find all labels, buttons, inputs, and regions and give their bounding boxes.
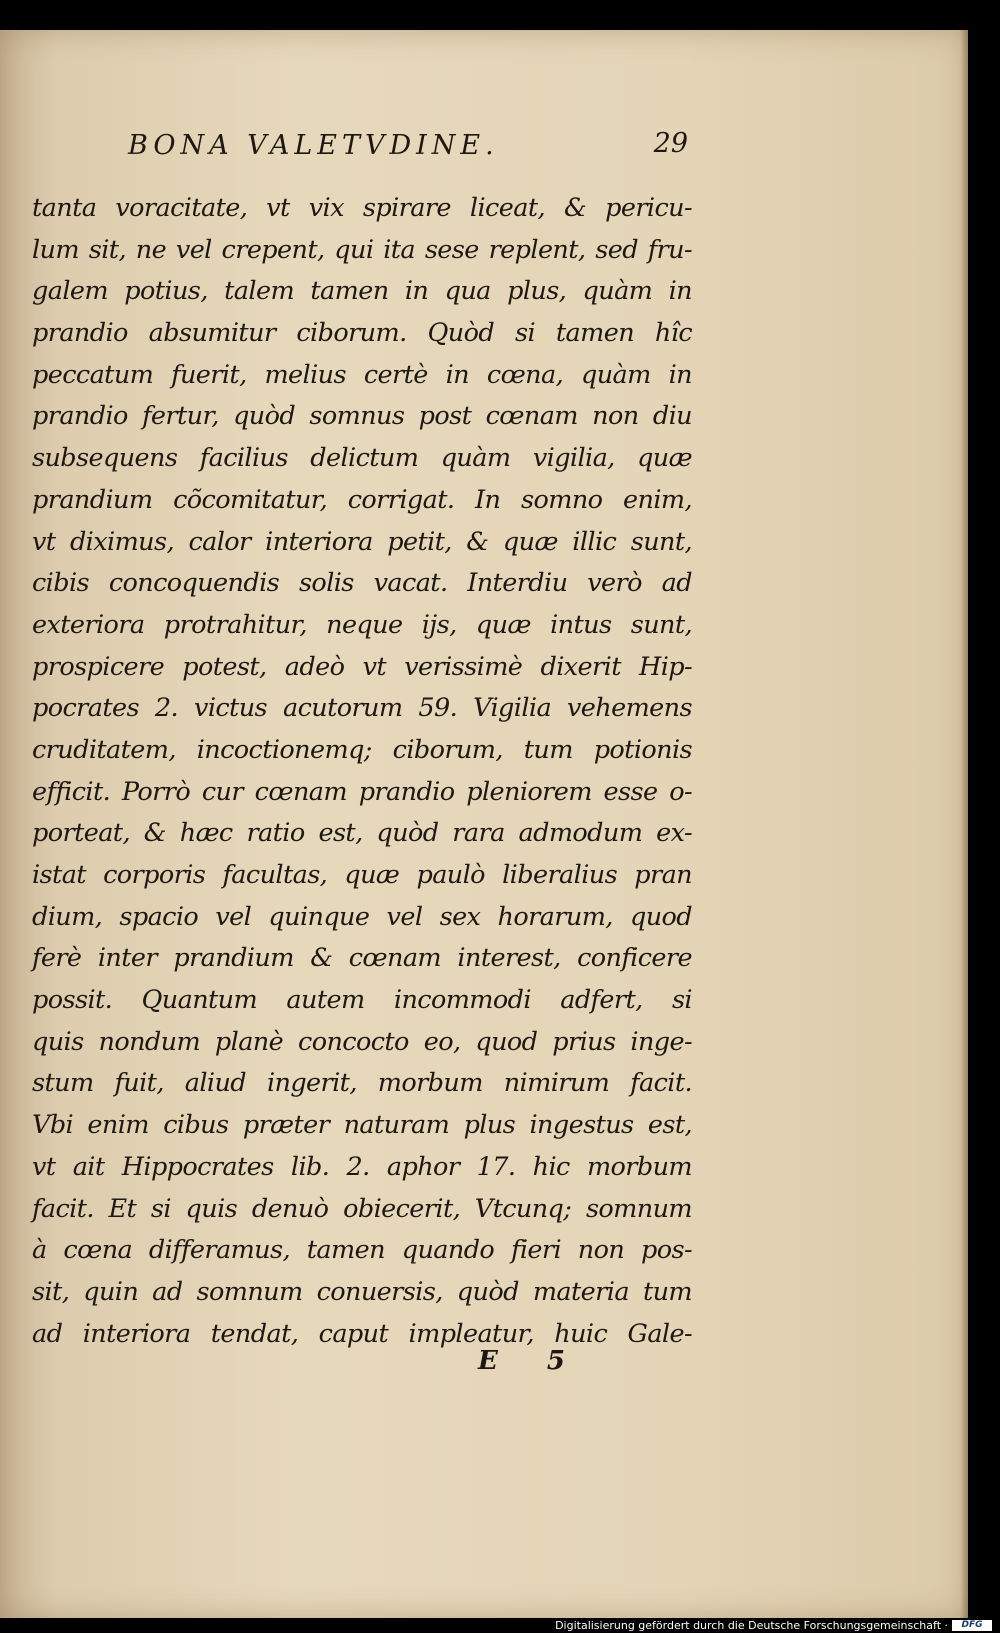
text-line: Vbi enim cibus præter naturam plus ingestus est, [32, 1110, 692, 1141]
text-line: à cœna differamus, tamen quando fieri non pos- [32, 1235, 692, 1266]
text-line: stum fuit, aliud ingerit, morbum nimirum facit. [32, 1068, 692, 1099]
text-line: ad interiora tendat, caput impleatur, huic Gale- [32, 1318, 692, 1349]
text-line: pocrates 2. victus acutorum 59. Vigilia vehemens [32, 693, 692, 724]
text-line: subsequens facilius delictum quàm vigilia, quæ [32, 443, 692, 474]
text-line: efficit. Porrò cur cœnam prandio pleniorem esse o- [32, 776, 692, 807]
footer-bar [0, 1618, 1000, 1633]
text-line: facit. Et si quis denuò obiecerit, Vtcunq; somnum [32, 1193, 692, 1224]
text-line: prandio absumitur ciborum. Quòd si tamen hîc [32, 318, 692, 349]
text-line: galem potius, talem tamen in qua plus, quàm in [32, 276, 692, 307]
dfg-logo-icon: DFG [952, 1620, 992, 1631]
text-line: possit. Quantum autem incommodi adfert, si [32, 985, 692, 1016]
text-line: dium, spacio vel quinque vel sex horarum, quod [32, 901, 692, 932]
running-head: BONA VALETVDINE. [128, 130, 499, 161]
signature-mark: E 5 [478, 1346, 585, 1376]
text-line: vt diximus, calor interiora petit, & quæ illic sunt, [32, 526, 692, 557]
text-line: lum sit, ne vel crepent, qui ita sese replent, sed fru- [32, 234, 692, 265]
page-number: 29 [653, 128, 688, 159]
text-line: sit, quin ad somnum conuersis, quòd materia tum [32, 1276, 692, 1307]
text-line: cruditatem, incoctionemq; ciborum, tum potionis [32, 734, 692, 765]
text-line: cibis concoquendis solis vacat. Interdiu verò ad [32, 568, 692, 599]
text-line: istat corporis facultas, quæ paulò liberalius pran [32, 860, 692, 890]
text-line: vt ait Hippocrates lib. 2. aphor 17. hic morbum [32, 1151, 692, 1182]
body-text [32, 188, 692, 1355]
text-line: porteat, & hæc ratio est, quòd rara admodum ex- [32, 818, 692, 849]
text-line: ferè inter prandium & cœnam interest, conficere [32, 943, 692, 974]
text-line: exteriora protrahitur, neque ijs, quæ intus sunt, [32, 609, 692, 640]
text-line: peccatum fuerit, melius certè in cœna, quàm in [32, 359, 692, 390]
text-line: prandium cõcomitatur, corrigat. In somno enim, [32, 484, 692, 515]
page-header [128, 130, 688, 180]
book-page [0, 30, 968, 1618]
text-line: prospicere potest, adeò vt verissimè dixerit Hip- [32, 651, 692, 682]
text-line: prandio fertur, quòd somnus post cœnam non diu [32, 401, 692, 432]
text-line: quis nondum planè concocto eo, quod prius inge- [32, 1026, 692, 1057]
funding-credit: Digitalisierung gefördert durch die Deutsche Forschungsgemeinschaft · [555, 1619, 948, 1632]
text-line: tanta voracitate, vt vix spirare liceat, & pericu- [32, 193, 692, 223]
